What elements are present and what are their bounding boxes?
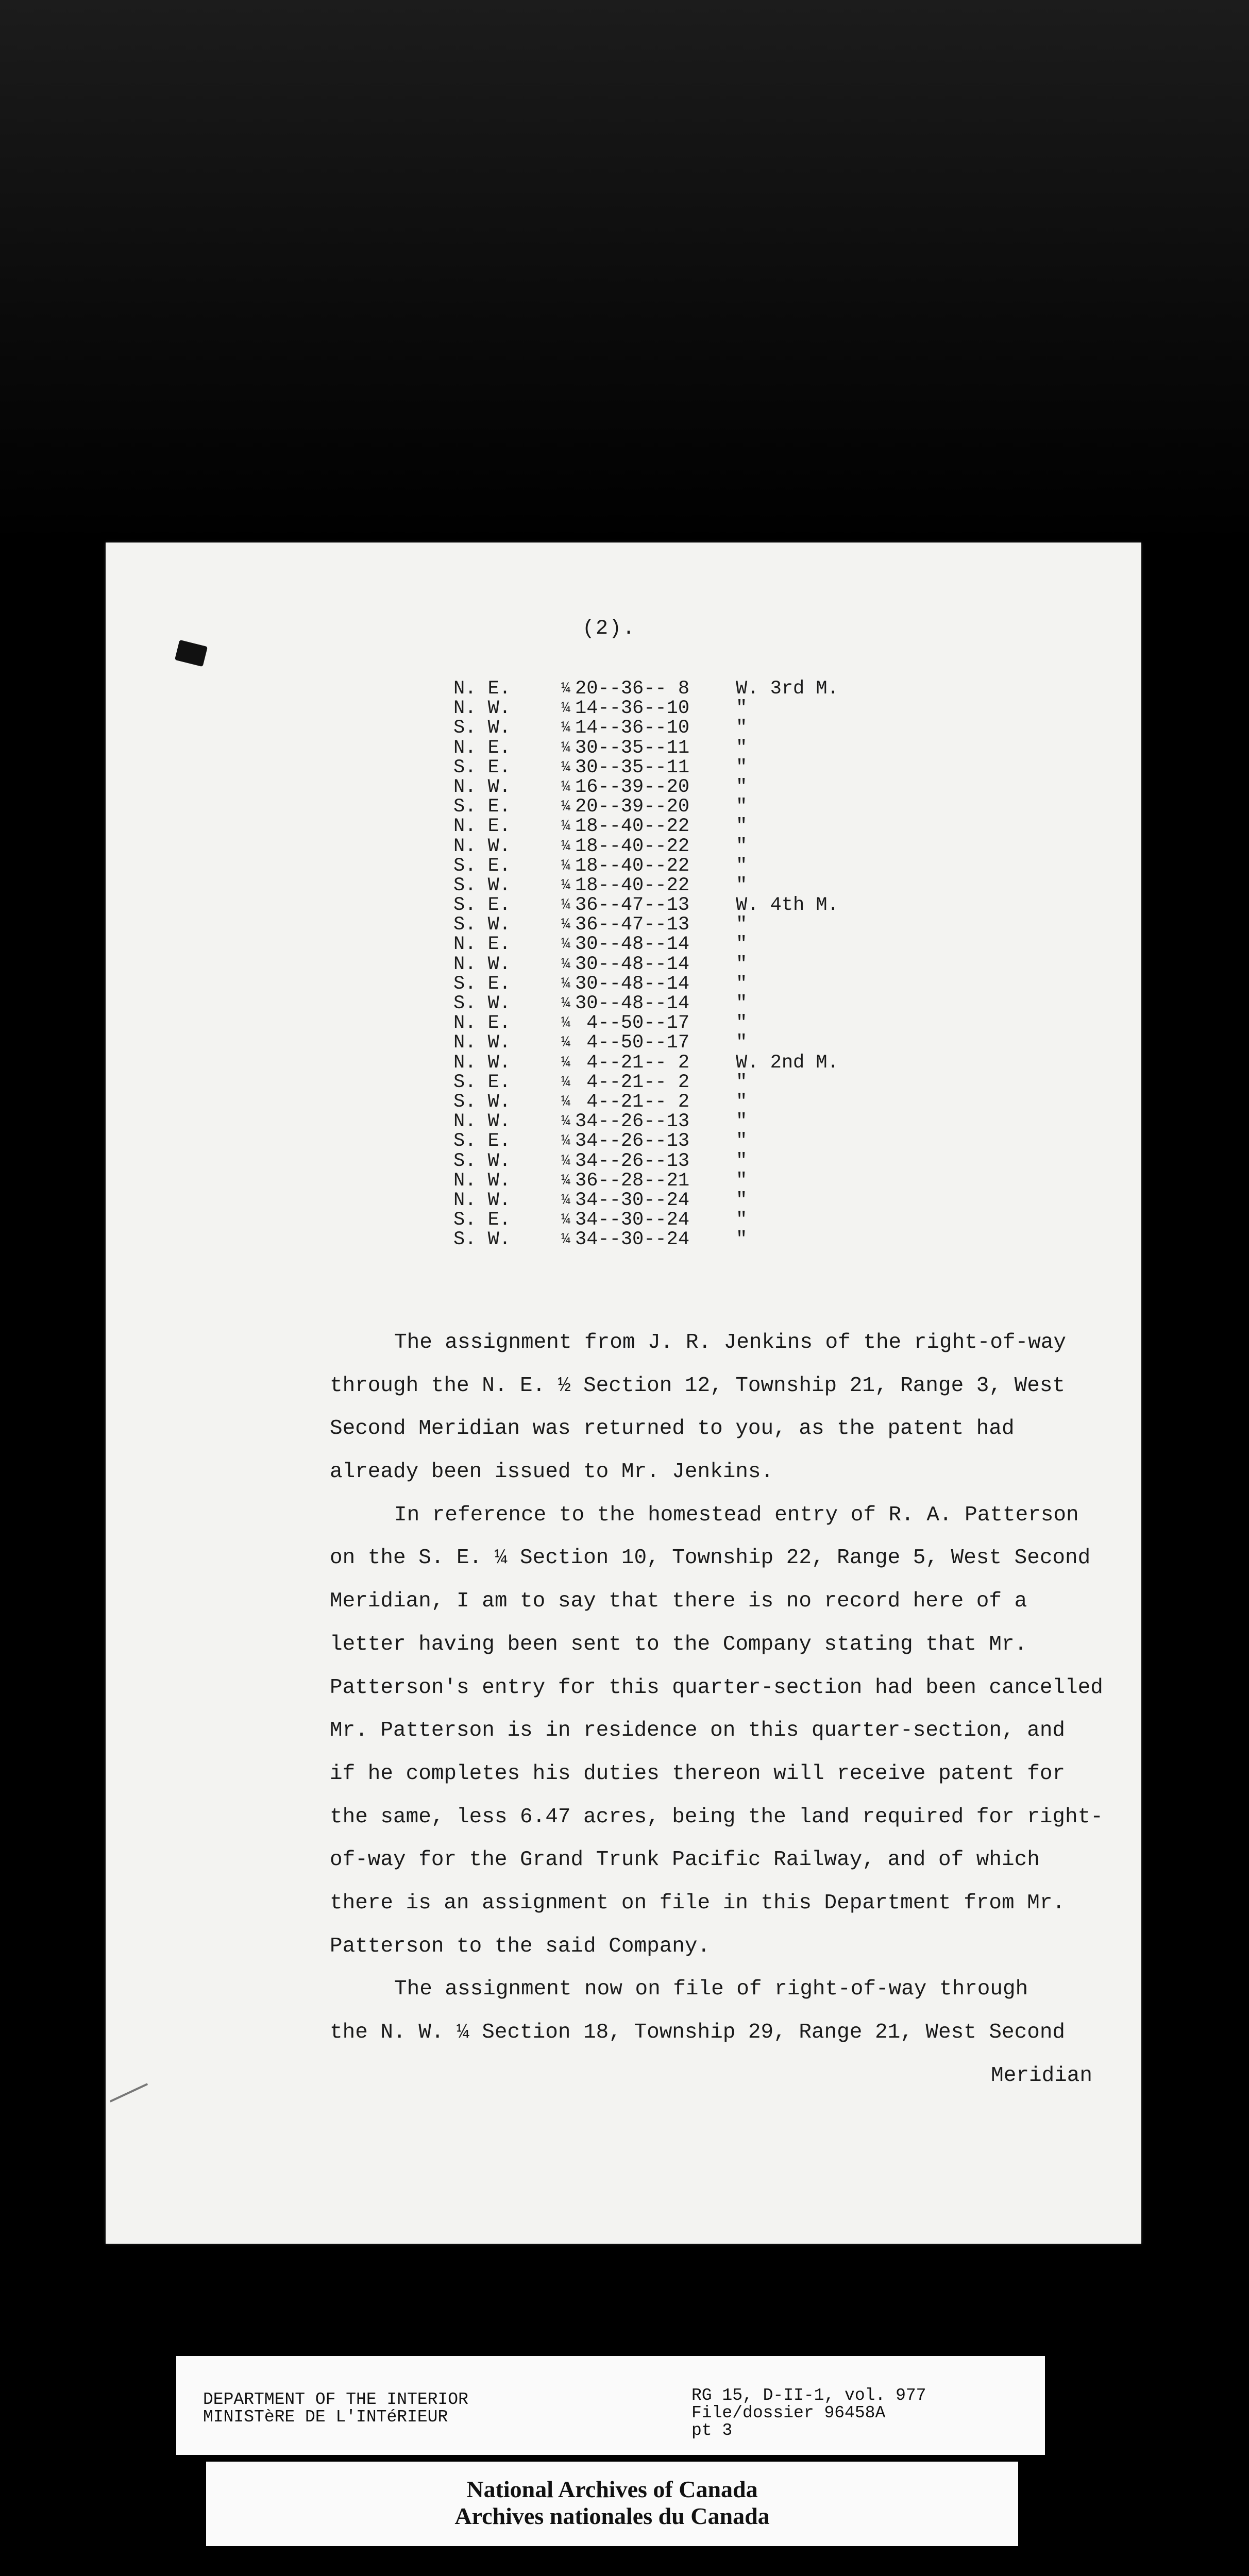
body-line: Patterson to the said Company. [330, 1934, 711, 1958]
land-row [453, 699, 870, 718]
body-line: of-way for the Grand Trunk Pacific Railway, and of which [330, 1848, 1040, 1872]
meridian: " [736, 1091, 748, 1113]
body-line: Patterson's entry for this quarter-section had been cancelled [330, 1675, 1103, 1700]
land-row [453, 1013, 870, 1033]
meridian: " [736, 1111, 748, 1133]
land-row [453, 856, 870, 876]
land-row [453, 758, 870, 777]
quarter-symbol: ¼ [561, 700, 570, 718]
meridian: " [736, 1229, 748, 1251]
legal-description: 4--50--17 [575, 1032, 690, 1054]
land-part: S. E. [453, 1071, 511, 1093]
legal-description: 30--48--14 [575, 973, 690, 995]
land-row [453, 955, 870, 974]
body-line: the N. W. ¼ Section 18, Township 29, Range 21, West Second [330, 2021, 1066, 2044]
legal-description: 20--39--20 [575, 796, 690, 818]
meridian: " [736, 993, 748, 1014]
legal-description: 18--40--22 [575, 816, 690, 838]
land-row [453, 895, 870, 915]
meridian: " [736, 1170, 748, 1192]
legal-description: 34--30--24 [575, 1209, 690, 1231]
quarter-symbol: ¼ [561, 896, 570, 914]
land-row [453, 718, 870, 738]
land-row [453, 876, 870, 895]
legal-description: 18--40--22 [575, 855, 690, 877]
land-row [453, 738, 870, 758]
legal-description: 30--48--14 [575, 953, 690, 975]
legal-description: 30--35--11 [575, 737, 690, 759]
land-row [453, 1151, 870, 1171]
land-part: S. W. [453, 914, 511, 936]
reference-line-1: RG 15, D-II-1, vol. 977 [691, 2386, 926, 2405]
land-part: N. E. [453, 934, 511, 956]
department-names [203, 2391, 468, 2426]
land-part: S. W. [453, 717, 511, 739]
land-row [453, 915, 870, 935]
legal-description: 30--35--11 [575, 756, 690, 778]
quarter-symbol: ¼ [561, 1113, 570, 1131]
legal-description: 34--26--13 [575, 1130, 690, 1153]
body-line: there is an assignment on file in this Department from Mr. [330, 1891, 1066, 1915]
body-line: on the S. E. ¼ Section 10, Township 22, Range 5, West Second [330, 1546, 1091, 1570]
land-part: S. E. [453, 1209, 511, 1231]
archives-name-fr: Archives nationales du Canada [454, 2503, 770, 2529]
land-row [453, 817, 870, 836]
quarter-symbol: ¼ [561, 818, 570, 836]
land-row [453, 1210, 870, 1230]
legal-description: 14--36--10 [575, 717, 690, 739]
legal-description: 20--36-- 8 [575, 678, 690, 700]
land-part: S. W. [453, 1150, 511, 1172]
land-row [453, 1131, 870, 1151]
meridian: " [736, 737, 748, 759]
land-part: N. W. [453, 698, 511, 720]
land-part: S. E. [453, 973, 511, 995]
quarter-symbol: ¼ [561, 995, 570, 1012]
quarter-symbol: ¼ [561, 1132, 570, 1150]
body-line: In reference to the homestead entry of R. A. Patterson [394, 1503, 1079, 1527]
meridian: " [736, 1012, 748, 1035]
land-part: S. W. [453, 1229, 511, 1251]
meridian: " [736, 756, 748, 778]
land-part: N. W. [453, 1032, 511, 1054]
letter-body [330, 1321, 1123, 2097]
archives-name-en: National Archives of Canada [466, 2476, 758, 2502]
archive-reference [691, 2387, 926, 2439]
land-row [453, 1112, 870, 1131]
land-row [453, 974, 870, 994]
scanner-background [0, 0, 1249, 546]
land-row [453, 777, 870, 797]
quarter-symbol: ¼ [561, 876, 570, 894]
body-line: already been issued to Mr. Jenkins. [330, 1460, 774, 1484]
land-part: N. W. [453, 1189, 511, 1211]
quarter-symbol: ¼ [561, 680, 570, 698]
meridian: " [736, 698, 748, 720]
body-line: Mr. Patterson is in residence on this quarter-section, and [330, 1719, 1066, 1743]
meridian: " [736, 874, 748, 896]
quarter-symbol: ¼ [561, 1093, 570, 1111]
land-part: N. W. [453, 835, 511, 857]
quarter-symbol: ¼ [561, 955, 570, 973]
legal-description: 30--48--14 [575, 934, 690, 956]
quarter-symbol: ¼ [561, 1172, 570, 1190]
department-fr: MINISTèRE DE L'INTéRIEUR [203, 2408, 448, 2427]
archive-reference-label [176, 2356, 1045, 2455]
meridian: W. 4th M. [736, 894, 839, 917]
legal-description: 36--28--21 [575, 1170, 690, 1192]
legal-description: 16--39--20 [575, 776, 690, 798]
meridian: " [736, 796, 748, 818]
land-row [453, 1230, 870, 1249]
land-part: N. E. [453, 816, 511, 838]
national-archives-label [206, 2462, 1018, 2546]
body-line: the same, less 6.47 acres, being the land required for right- [330, 1805, 1103, 1829]
land-row [453, 797, 870, 817]
land-row [453, 994, 870, 1013]
legal-description: 4--21-- 2 [575, 1052, 690, 1074]
land-description-list [453, 679, 870, 1249]
quarter-symbol: ¼ [561, 1211, 570, 1229]
department-en: DEPARTMENT OF THE INTERIOR [203, 2390, 468, 2409]
land-row [453, 1191, 870, 1210]
legal-description: 14--36--10 [575, 698, 690, 720]
meridian: " [736, 855, 748, 877]
quarter-symbol: ¼ [561, 857, 570, 875]
legal-description: 34--26--13 [575, 1111, 690, 1133]
body-line: Second Meridian was returned to you, as the patent had [330, 1417, 1015, 1441]
meridian: " [736, 934, 748, 956]
legal-description: 4--21-- 2 [575, 1071, 690, 1093]
meridian: " [736, 717, 748, 739]
meridian: " [736, 816, 748, 838]
meridian: " [736, 914, 748, 936]
land-part: N. W. [453, 1052, 511, 1074]
quarter-symbol: ¼ [561, 1231, 570, 1249]
reference-line-2: File/dossier 96458A [691, 2403, 886, 2422]
reference-line-3: pt 3 [691, 2421, 733, 2440]
land-row [453, 1053, 870, 1073]
legal-description: 34--26--13 [575, 1150, 690, 1172]
body-line: through the N. E. ½ Section 12, Township 21, Range 3, West [330, 1374, 1066, 1398]
land-part: N. W. [453, 1170, 511, 1192]
land-row [453, 837, 870, 856]
legal-description: 34--30--24 [575, 1189, 690, 1211]
land-row [453, 679, 870, 699]
land-part: S. E. [453, 855, 511, 877]
land-part: N. E. [453, 1012, 511, 1035]
quarter-symbol: ¼ [561, 1014, 570, 1032]
meridian: " [736, 1209, 748, 1231]
meridian: " [736, 1189, 748, 1211]
quarter-symbol: ¼ [561, 739, 570, 757]
legal-description: 36--47--13 [575, 894, 690, 917]
land-row [453, 1171, 870, 1191]
quarter-symbol: ¼ [561, 1191, 570, 1209]
quarter-symbol: ¼ [561, 1073, 570, 1091]
body-line: letter having been sent to the Company stating that Mr. [330, 1632, 1027, 1656]
legal-description: 18--40--22 [575, 874, 690, 896]
meridian: W. 2nd M. [736, 1052, 839, 1074]
body-line: if he completes his duties thereon will receive patent for [330, 1761, 1066, 1786]
meridian: " [736, 1150, 748, 1172]
body-line: The assignment now on file of right-of-way through [394, 1977, 1028, 2002]
page-number: (2). [582, 617, 636, 640]
land-part: S. W. [453, 1091, 511, 1113]
land-part: S. E. [453, 894, 511, 917]
land-row [453, 1033, 870, 1053]
land-part: N. E. [453, 678, 511, 700]
quarter-symbol: ¼ [561, 1034, 570, 1052]
legal-description: 4--21-- 2 [575, 1091, 690, 1113]
legal-description: 18--40--22 [575, 835, 690, 857]
meridian: " [736, 953, 748, 975]
meridian: " [736, 1032, 748, 1054]
legal-description: 30--48--14 [575, 993, 690, 1014]
meridian: " [736, 835, 748, 857]
land-part: S. E. [453, 756, 511, 778]
meridian: " [736, 776, 748, 798]
body-line: The assignment from J. R. Jenkins of the right-of-way [394, 1331, 1067, 1354]
legal-description: 36--47--13 [575, 914, 690, 936]
land-part: N. E. [453, 737, 511, 759]
legal-description: 34--30--24 [575, 1229, 690, 1251]
quarter-symbol: ¼ [561, 758, 570, 776]
meridian: " [736, 1071, 748, 1093]
land-part: N. W. [453, 776, 511, 798]
meridian: " [736, 1130, 748, 1153]
catchword: Meridian [991, 2063, 1092, 2088]
quarter-symbol: ¼ [561, 936, 570, 954]
land-row [453, 1092, 870, 1112]
land-part: S. E. [453, 1130, 511, 1153]
legal-description: 4--50--17 [575, 1012, 690, 1035]
land-part: N. W. [453, 1111, 511, 1133]
quarter-symbol: ¼ [561, 837, 570, 855]
land-part: S. W. [453, 993, 511, 1014]
quarter-symbol: ¼ [561, 1152, 570, 1170]
meridian: " [736, 973, 748, 995]
land-part: S. E. [453, 796, 511, 818]
land-row [453, 1073, 870, 1092]
land-part: S. W. [453, 874, 511, 896]
quarter-symbol: ¼ [561, 916, 570, 934]
land-row [453, 935, 870, 954]
quarter-symbol: ¼ [561, 798, 570, 816]
meridian: W. 3rd M. [736, 678, 839, 700]
quarter-symbol: ¼ [561, 778, 570, 796]
quarter-symbol: ¼ [561, 719, 570, 737]
land-part: N. W. [453, 953, 511, 975]
quarter-symbol: ¼ [561, 975, 570, 993]
quarter-symbol: ¼ [561, 1054, 570, 1072]
body-line: Meridian, I am to say that there is no record here of a [330, 1589, 1027, 1614]
